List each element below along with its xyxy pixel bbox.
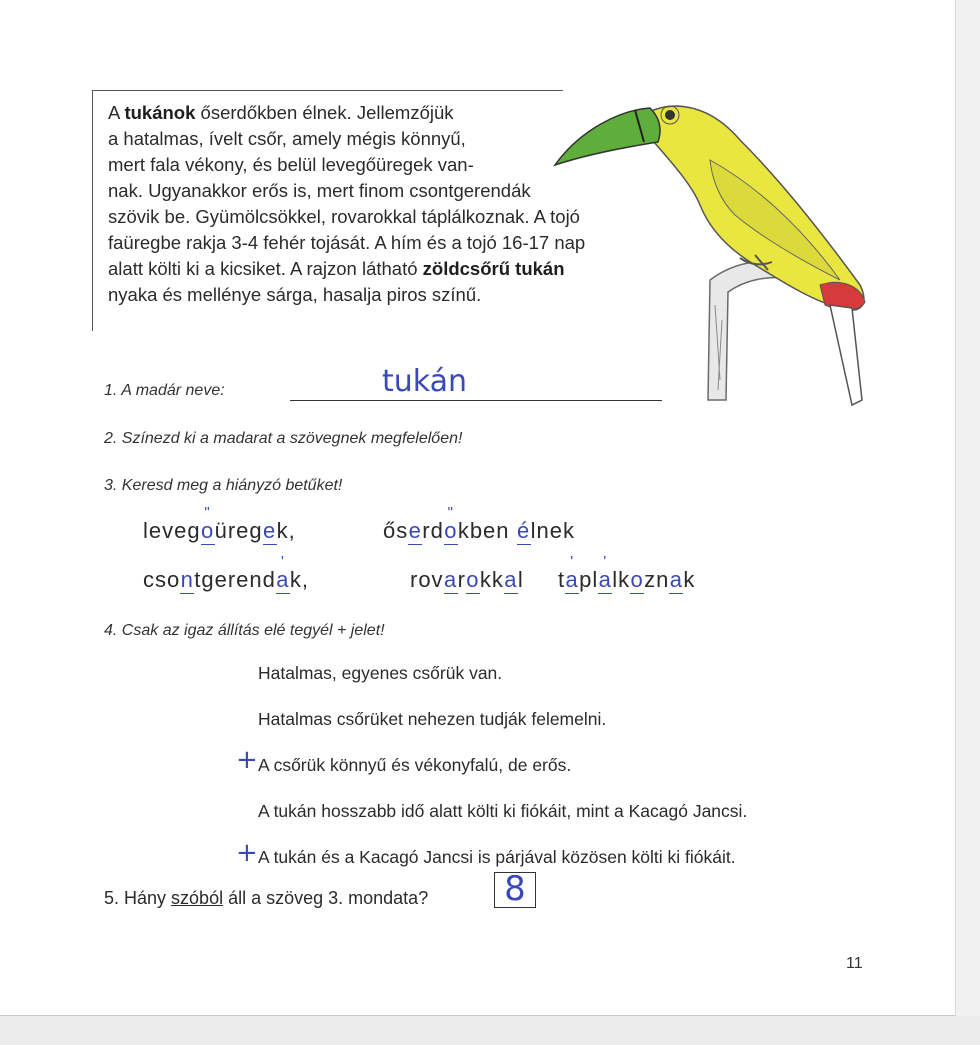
question-3-label: 3. Keresd meg a hiányzó betűket! (104, 477, 343, 494)
toucan-tail (830, 305, 862, 405)
statement-5: A tukán és a Kacagó Jancsi is párjával közösen költi ki fiókáit. (258, 847, 736, 867)
filled-blank: e (408, 518, 422, 543)
plus-mark: + (236, 745, 258, 775)
filled-blank: a (669, 567, 684, 592)
plus-mark: + (236, 838, 258, 868)
filled-blank: a ' (276, 553, 290, 592)
statement-4: A tukán hosszabb idő alatt költi ki fiókáit, mint a Kacagó Jancsi. (258, 801, 748, 821)
statement-2: Hatalmas csőrüket nehezen tudják felemelni. (258, 709, 607, 729)
filled-blank: a (443, 567, 458, 592)
paragraph-line: a hatalmas, ívelt csőr, amely mégis könnyű, (108, 128, 466, 149)
word-csontgerendak: csontgerenda ' k, (143, 553, 309, 592)
answer-line (290, 400, 662, 401)
question-5-label: 5. Hány szóból áll a szöveg 3. mondata? (104, 888, 429, 908)
question-5-answer: 8 (504, 869, 526, 909)
answer-box (494, 869, 536, 909)
paragraph-line: A tukánok őserdőkben élnek. Jellemzőjük (108, 102, 454, 123)
word-levegouregek: levego " üregek, (143, 504, 296, 543)
filled-blank: o " (444, 504, 458, 543)
filled-blank: a (504, 567, 518, 592)
filled-blank: o (630, 567, 644, 592)
word-oserdokben-elnek: őserdo " kben élnek (383, 504, 576, 543)
filled-blank: a ' (598, 553, 612, 592)
word-taplalkoznak: ta ' pla ' lkoznak (558, 553, 696, 592)
word-rovarokkal: rovarokkal (410, 567, 524, 592)
page-number: 11 (846, 955, 863, 972)
filled-blank: n (180, 567, 194, 592)
filled-blank: a ' (565, 553, 579, 592)
filled-blank: o " (200, 504, 215, 543)
question-4-label: 4. Csak az igaz állítás elé tegyél + jelet! (104, 622, 385, 639)
statement-1: Hatalmas, egyenes csőrük van. (258, 663, 503, 683)
paragraph-line: nyaka és mellénye sárga, hasalja piros színű. (108, 284, 482, 305)
filled-blank: e (263, 518, 277, 543)
filled-blank: o (466, 567, 480, 592)
paragraph-line: faüregbe rakja 3-4 fehér tojását. A hím és a tojó 16-17 nap (108, 232, 586, 253)
paragraph-line: mert fala vékony, és belül levegőüregek van- (108, 154, 474, 175)
question-2-label: 2. Színezd ki a madarat a szövegnek megfelelően! (104, 430, 463, 447)
paragraph-line: szövik be. Gyümölcsökkel, rovarokkal táplálkoznak. A tojó (108, 206, 580, 227)
paragraph-line: nak. Ugyanakkor erős is, mert finom csontgerendák (108, 180, 531, 201)
scan-margin-bottom (0, 1016, 980, 1045)
statement-3: A csőrük könnyű és vékonyfalú, de erős. (258, 755, 572, 775)
toucan-eye (665, 110, 675, 120)
scan-margin-right (956, 0, 980, 1045)
toucan-illustration (540, 80, 890, 420)
question-1-answer: tukán (382, 364, 468, 399)
toucan-beak (555, 108, 660, 165)
filled-blank: é (517, 518, 531, 543)
paragraph-line: alatt költi ki a kicsiket. A rajzon látható zöldcsőrű tukán (108, 258, 565, 279)
question-1-label: 1. A madár neve: (104, 382, 225, 399)
